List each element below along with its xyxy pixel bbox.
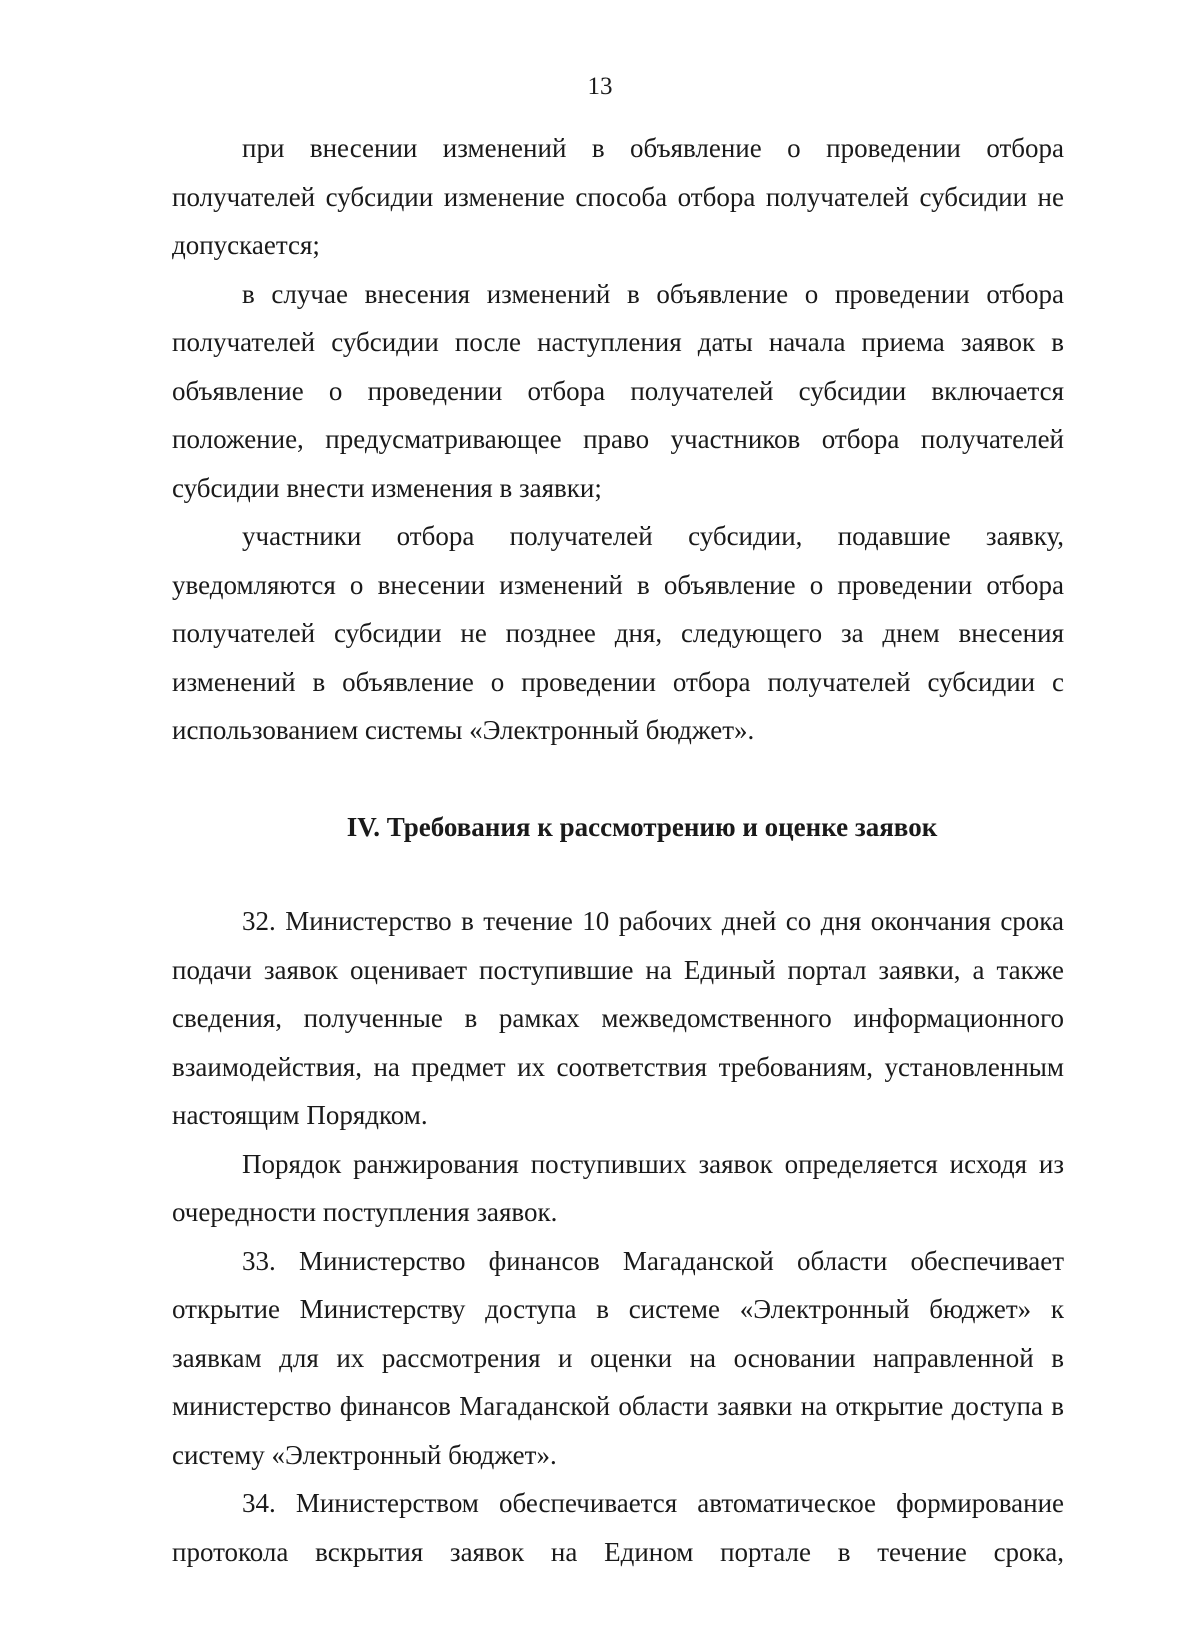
paragraph-amendment-after-start: в случае внесения изменений в объявление о проведении отбора получателей субсидии после наступления даты начала приема заявок в объявление о проведении отбора получателей субсидии включается положение, предусматривающее право участников отбора получателей субсидии внести изменения в заявки; <box>172 278 1064 503</box>
paragraph-ranking-order: Порядок ранжирования поступивших заявок определяется исходя из очередности поступления заявок. <box>172 1148 1064 1227</box>
paragraph-participants-notified: участники отбора получателей субсидии, подавшие заявку, уведомляются о внесении изменений в объявление о проведении отбора получателей субсидии не позднее дня, следующего за днем внесения изменений в объявление о проведении отбора получателей субсидии с использованием системы «Электронный бюджет». <box>172 521 1064 745</box>
section-heading: IV. Требования к рассмотрению и оценке заявок <box>346 811 938 842</box>
paragraph-amendment-method: при внесении изменений в объявление о проведении отбора получателей субсидии изменение способа отбора получателей субсидии не допускается; <box>172 133 1064 260</box>
document-body <box>172 124 1064 1576</box>
paragraph-33: 33. Министерство финансов Магаданской области обеспечивает открытие Министерству доступа в системе «Электронный бюджет» к заявкам для их рассмотрения и оценки на основании направленной в министерство финансов Магаданской области заявки на открытие доступа в систему «Электронный бюджет». <box>172 1245 1064 1470</box>
paragraph-34: 34. Министерством обеспечивается автоматическое формирование протокола вскрытия заявок на Едином портале в течение срока, <box>172 1488 1064 1567</box>
paragraph-32: 32. Министерство в течение 10 рабочих дней со дня окончания срока подачи заявок оценивает поступившие на Единый портал заявки, а также сведения, полученные в рамках межведомственного информационного взаимодействия, на предмет их соответствия требованиям, установленным настоящим Порядком. <box>172 906 1064 1130</box>
spacer <box>172 851 1064 897</box>
page-number: 13 <box>587 73 613 100</box>
spacer <box>172 755 1064 803</box>
